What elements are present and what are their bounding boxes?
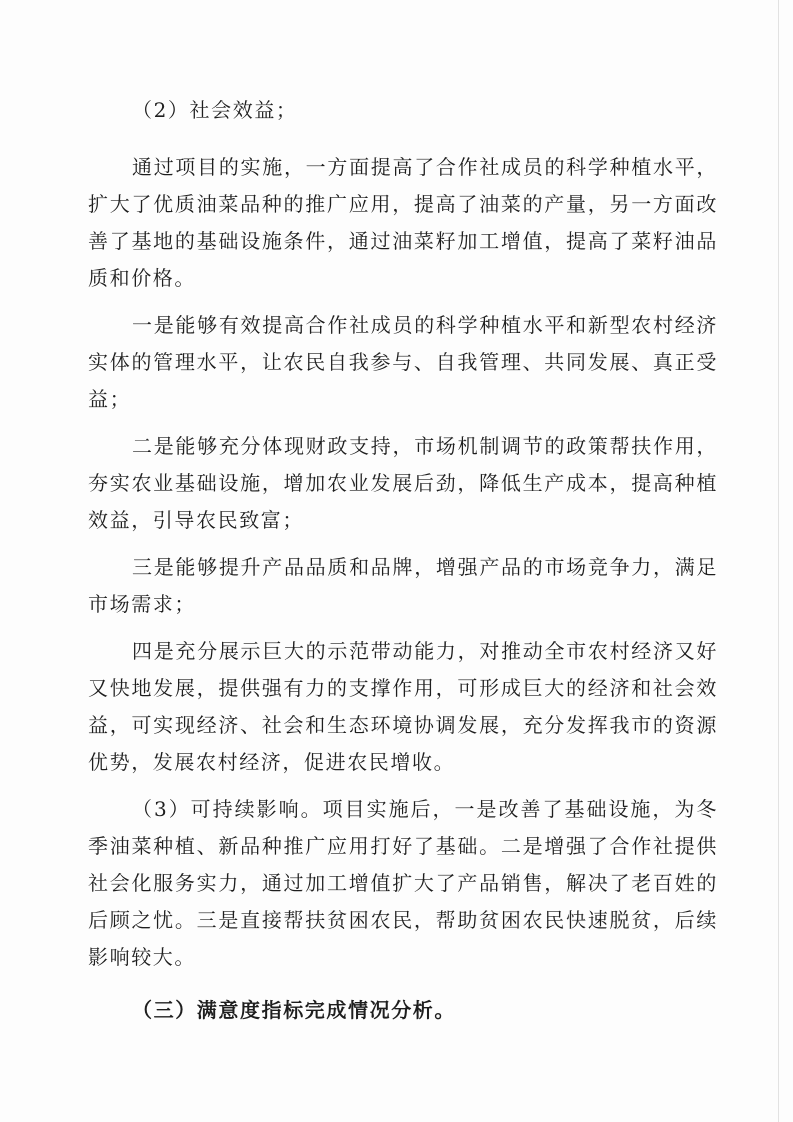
benefit-point-two: 二是能够充分体现财政支持，市场机制调节的政策帮扶作用，夯实农业基础设施，增加农业发展后劲，降低生产成本，提高种植效益，引导农民致富；: [88, 434, 718, 532]
social-benefit-heading: （2）社会效益；: [132, 98, 298, 122]
benefit-point-four: 四是充分展示巨大的示范带动能力，对推动全市农村经济又好又快地发展，提供强有力的支撑作用，可形成巨大的经济和社会效益，可实现经济、社会和生态环境协调发展，充分发挥我市的资源优势，发展农村经济，促进农民增收。: [88, 639, 718, 774]
sustainable-impact-paragraph: （3）可持续影响。项目实施后，一是改善了基础设施，为冬季油菜种植、新品种推广应用打好了基础。二是增强了合作社提供社会化服务实力，通过加工增值扩大了产品销售，解决了老百姓的后顾之忧。三是直接帮扶贫困农民，帮助贫困农民快速脱贫，后续影响较大。: [88, 797, 718, 969]
document-body: [88, 92, 718, 1029]
scan-edge-line: [778, 0, 779, 1122]
benefit-point-three: 三是能够提升产品品质和品牌，增强产品的市场竞争力，满足市场需求；: [88, 555, 718, 616]
satisfaction-heading: （三）满意度指标完成情况分析。: [132, 998, 456, 1022]
intro-paragraph: 通过项目的实施，一方面提高了合作社成员的科学种植水平，扩大了优质油菜品种的推广应用，提高了油菜的产量，另一方面改善了基地的基础设施条件，通过油菜籽加工增值，提高了菜籽油品质和价格。: [88, 155, 718, 290]
benefit-point-one: 一是能够有效提高合作社成员的科学种植水平和新型农村经济实体的管理水平，让农民自我参与、自我管理、共同发展、真正受益；: [88, 313, 718, 411]
